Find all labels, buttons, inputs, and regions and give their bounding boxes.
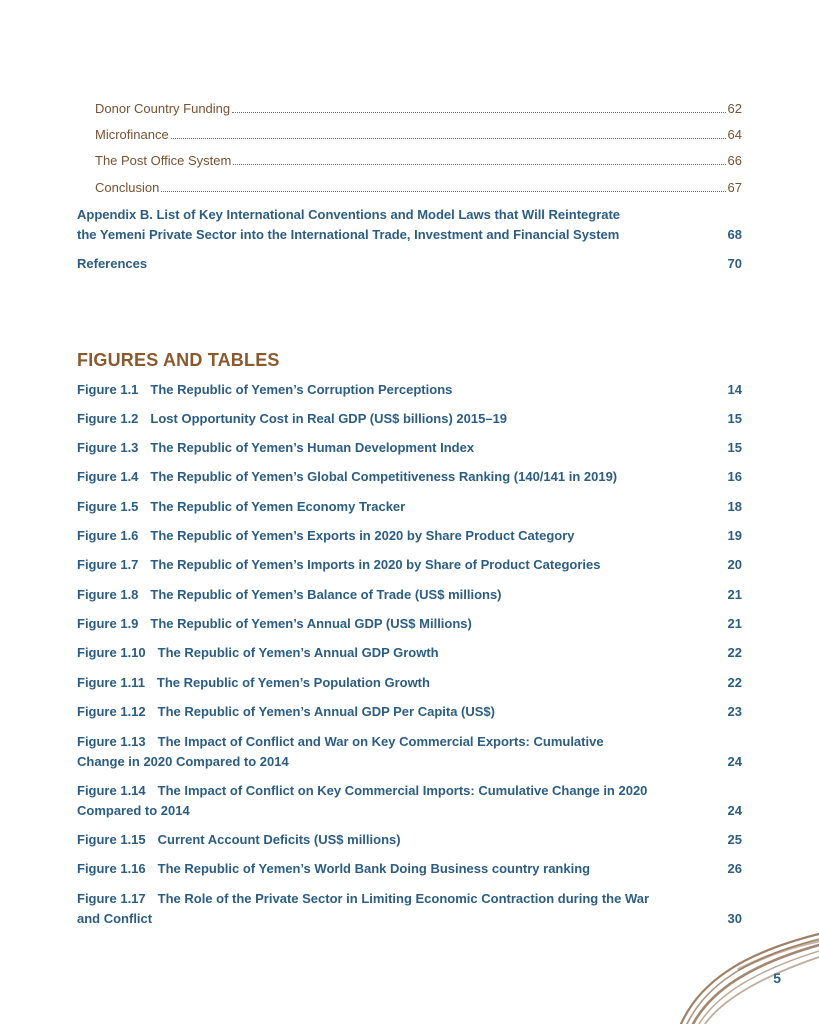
dot-leader bbox=[233, 164, 725, 165]
toc-entry-label: Conclusion bbox=[95, 180, 160, 195]
figure-title: The Republic of Yemen’s World Bank Doing Business country ranking bbox=[157, 861, 591, 876]
toc-entry-label: Microfinance bbox=[95, 127, 169, 142]
figure-page: 23 bbox=[727, 704, 742, 719]
figure-title: The Role of the Private Sector in Limiting Economic Contraction during the War bbox=[157, 891, 650, 906]
figure-entry-1-9[interactable] bbox=[77, 614, 742, 634]
figure-page: 30 bbox=[727, 911, 742, 926]
figure-title-continued: and Conflict bbox=[77, 911, 153, 926]
figure-title-continued: Compared to 2014 bbox=[77, 803, 190, 818]
figure-page: 15 bbox=[727, 411, 742, 426]
figure-entry-1-13[interactable] bbox=[77, 732, 742, 772]
figure-number: Figure 1.12 bbox=[77, 704, 146, 719]
figure-number: Figure 1.1 bbox=[77, 382, 139, 397]
figure-title: Lost Opportunity Cost in Real GDP (US$ billions) 2015–19 bbox=[150, 411, 508, 426]
toc-entry-page: 62 bbox=[727, 101, 742, 116]
figure-page: 21 bbox=[727, 616, 742, 631]
figure-number: Figure 1.8 bbox=[77, 587, 139, 602]
toc-entry-post-office-system[interactable] bbox=[95, 153, 742, 169]
figure-page: 24 bbox=[727, 754, 742, 769]
figure-entry-1-5[interactable] bbox=[77, 497, 742, 517]
figures-and-tables-heading: FIGURES AND TABLES bbox=[77, 350, 280, 370]
decorative-brush-stroke bbox=[679, 929, 819, 1024]
figure-number: Figure 1.14 bbox=[77, 783, 146, 798]
figure-title: The Republic of Yemen’s Balance of Trade (US$ millions) bbox=[150, 587, 502, 602]
dot-leader bbox=[161, 191, 725, 192]
toc-entry-appendix-b[interactable] bbox=[77, 205, 742, 245]
figure-title: The Republic of Yemen Economy Tracker bbox=[150, 499, 406, 514]
figure-title: The Impact of Conflict on Key Commercial Imports: Cumulative Change in 2020 bbox=[157, 783, 648, 798]
toc-entry-page: 66 bbox=[727, 153, 742, 168]
figure-title: The Republic of Yemen’s Human Development Index bbox=[150, 440, 475, 455]
toc-entry-references[interactable] bbox=[77, 254, 742, 274]
figure-page: 16 bbox=[727, 469, 742, 484]
figure-title-continued: Change in 2020 Compared to 2014 bbox=[77, 754, 289, 769]
figure-page: 24 bbox=[727, 803, 742, 818]
toc-entry-label: Appendix B. List of Key International Conventions and Model Laws that Will Reintegrate bbox=[77, 207, 621, 222]
figure-title: Current Account Deficits (US$ millions) bbox=[157, 832, 401, 847]
figure-number: Figure 1.6 bbox=[77, 528, 139, 543]
figure-entry-1-8[interactable] bbox=[77, 585, 742, 605]
figure-number: Figure 1.9 bbox=[77, 616, 139, 631]
figure-entry-1-14[interactable] bbox=[77, 781, 742, 821]
figure-entry-1-7[interactable] bbox=[77, 555, 742, 575]
figure-entry-1-11[interactable] bbox=[77, 673, 742, 693]
toc-entry-donor-country-funding[interactable] bbox=[95, 101, 742, 117]
figure-title: The Republic of Yemen’s Annual GDP Growth bbox=[157, 645, 439, 660]
figure-title: The Impact of Conflict and War on Key Commercial Exports: Cumulative bbox=[157, 734, 604, 749]
figure-page: 22 bbox=[727, 675, 742, 690]
figure-number: Figure 1.15 bbox=[77, 832, 146, 847]
toc-entry-microfinance[interactable] bbox=[95, 127, 742, 143]
figure-number: Figure 1.5 bbox=[77, 499, 139, 514]
toc-entry-conclusion[interactable] bbox=[95, 180, 742, 196]
figure-page: 20 bbox=[727, 557, 742, 572]
toc-entry-label: References bbox=[77, 256, 148, 271]
dot-leader bbox=[171, 138, 726, 139]
figure-entry-1-12[interactable] bbox=[77, 702, 742, 722]
figure-page: 14 bbox=[727, 382, 742, 397]
figure-title: The Republic of Yemen’s Population Growth bbox=[156, 675, 430, 690]
toc-entry-page: 67 bbox=[727, 180, 742, 195]
toc-entry-label: The Post Office System bbox=[95, 153, 232, 168]
figure-entry-1-4[interactable] bbox=[77, 467, 742, 487]
figure-title: The Republic of Yemen’s Annual GDP Per Capita (US$) bbox=[157, 704, 495, 719]
page-number: 5 bbox=[773, 970, 781, 986]
figure-entry-1-2[interactable] bbox=[77, 409, 742, 429]
figure-entry-1-10[interactable] bbox=[77, 643, 742, 663]
figure-number: Figure 1.4 bbox=[77, 469, 139, 484]
toc-entry-label-continued: the Yemeni Private Sector into the International Trade, Investment and Financial System bbox=[77, 227, 620, 242]
toc-entry-page: 70 bbox=[727, 256, 742, 271]
figure-page: 25 bbox=[727, 832, 742, 847]
figure-number: Figure 1.16 bbox=[77, 861, 146, 876]
toc-entry-page: 68 bbox=[727, 227, 742, 242]
figure-number: Figure 1.11 bbox=[77, 675, 145, 690]
figure-page: 18 bbox=[727, 499, 742, 514]
toc-entry-label: Donor Country Funding bbox=[95, 101, 231, 116]
toc-entry-page: 64 bbox=[727, 127, 742, 142]
figure-number: Figure 1.17 bbox=[77, 891, 146, 906]
figure-number: Figure 1.3 bbox=[77, 440, 139, 455]
figure-page: 15 bbox=[727, 440, 742, 455]
figure-entry-1-3[interactable] bbox=[77, 438, 742, 458]
figure-entry-1-17[interactable] bbox=[77, 889, 742, 929]
figure-title: The Republic of Yemen’s Imports in 2020 by Share of Product Categories bbox=[150, 557, 601, 572]
figure-page: 21 bbox=[727, 587, 742, 602]
figure-number: Figure 1.13 bbox=[77, 734, 146, 749]
figure-number: Figure 1.10 bbox=[77, 645, 146, 660]
figure-entry-1-16[interactable] bbox=[77, 859, 742, 879]
figure-entry-1-6[interactable] bbox=[77, 526, 742, 546]
figure-entry-1-15[interactable] bbox=[77, 830, 742, 850]
figure-page: 19 bbox=[727, 528, 742, 543]
figure-title: The Republic of Yemen’s Exports in 2020 by Share Product Category bbox=[150, 528, 575, 543]
figure-page: 22 bbox=[727, 645, 742, 660]
figure-number: Figure 1.7 bbox=[77, 557, 139, 572]
figure-title: The Republic of Yemen’s Corruption Perceptions bbox=[150, 382, 453, 397]
figure-entry-1-1[interactable] bbox=[77, 380, 742, 400]
dot-leader bbox=[232, 112, 725, 113]
figure-title: The Republic of Yemen’s Global Competitiveness Ranking (140/141 in 2019) bbox=[150, 469, 618, 484]
figure-number: Figure 1.2 bbox=[77, 411, 139, 426]
figure-title: The Republic of Yemen’s Annual GDP (US$ Millions) bbox=[150, 616, 472, 631]
figure-page: 26 bbox=[727, 861, 742, 876]
